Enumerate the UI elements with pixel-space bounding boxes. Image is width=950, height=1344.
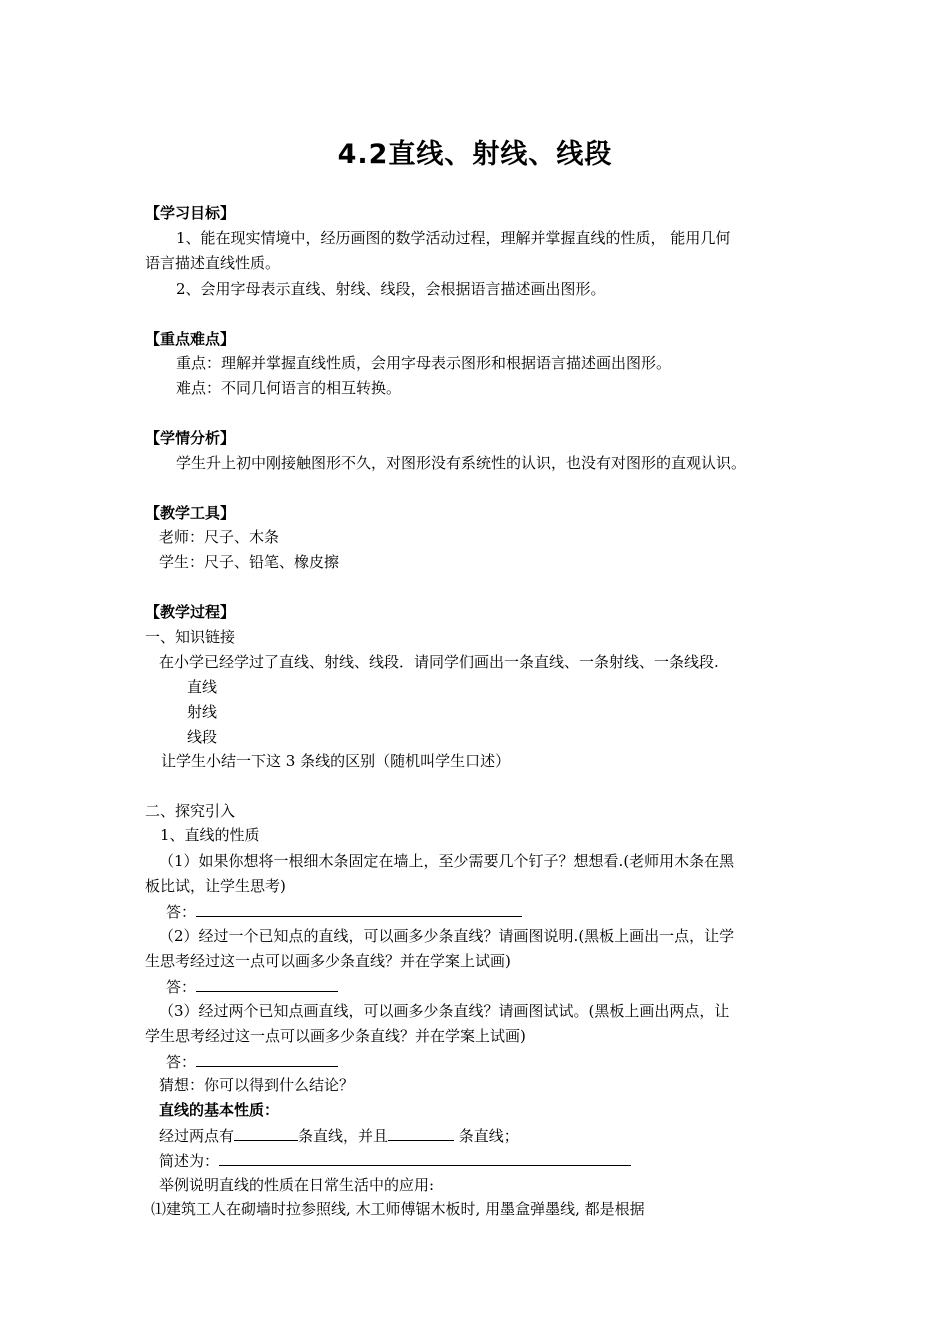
goals-heading: 【学习目标】	[145, 204, 236, 222]
question-1-line-1: （1）如果你想将一根细木条固定在墙上，至少需要几个钉子？想想看.(老师用木条在黑	[159, 852, 735, 870]
question-3-line-2: 学生思考经过这一点可以画多少条直线？并在学案上试画)	[145, 1027, 526, 1045]
page-title: 4.2直线、射线、线段	[337, 139, 613, 170]
process-heading: 【教学过程】	[145, 603, 236, 621]
goal-1-line-1: 1、能在现实情境中，经历画图的数学活动过程，理解并掌握直线的性质， 能用几何	[176, 229, 731, 247]
property-text-a: 经过两点有	[159, 1127, 235, 1145]
part1-title: 一、知识链接	[145, 628, 236, 646]
goal-2: 2、会用字母表示直线、射线、线段，会根据语言描述画出图形。	[176, 280, 606, 298]
brief-blank[interactable]	[219, 1150, 631, 1166]
property-blank-2[interactable]	[388, 1125, 454, 1141]
brief-statement	[159, 1150, 631, 1171]
property-text-c: 条直线；	[454, 1127, 519, 1145]
answer-label: 答：	[166, 1053, 197, 1071]
tools-heading: 【教学工具】	[145, 504, 236, 522]
difficulty-text: 难点：不同几何语言的相互转换。	[176, 379, 402, 397]
property-blank-1[interactable]	[234, 1125, 298, 1141]
answer-3	[166, 1051, 338, 1072]
property-statement	[159, 1125, 519, 1146]
answer-2	[166, 976, 338, 997]
teacher-tools: 老师：尺子、木条	[159, 528, 280, 546]
guess-text: 猜想：你可以得到什么结论？	[159, 1076, 355, 1094]
part1-summary: 让学生小结一下这 3 条线的区别（随机叫学生口述）	[161, 752, 511, 770]
answer-blank[interactable]	[196, 1051, 338, 1067]
goal-1-line-2: 语言描述直线性质。	[145, 254, 281, 272]
analysis-heading: 【学情分析】	[145, 429, 236, 447]
question-2-line-2: 生思考经过这一点可以画多少条直线？并在学案上试画)	[145, 952, 511, 970]
focus-text: 重点：理解并掌握直线性质，会用字母表示图形和根据语言描述画出图形。	[176, 354, 672, 372]
answer-label: 答：	[166, 903, 197, 921]
answer-1	[166, 901, 522, 922]
student-tools: 学生：尺子、铅笔、橡皮擦	[159, 553, 340, 571]
line-type-item: 射线	[187, 703, 218, 721]
property-heading: 直线的基本性质：	[159, 1101, 280, 1119]
line-type-item: 直线	[187, 678, 218, 696]
part2-title: 二、探究引入	[145, 802, 236, 820]
keypoints-heading: 【重点难点】	[145, 330, 236, 348]
analysis-text: 学生升上初中刚接触图形不久，对图形没有系统性的认识，也没有对图形的直观认识。	[176, 454, 747, 472]
answer-blank[interactable]	[196, 976, 338, 992]
answer-blank[interactable]	[196, 901, 522, 917]
brief-label: 简述为：	[159, 1152, 220, 1170]
question-2-line-1: （2）经过一个已知点的直线，可以画多少条直线？请画图说明.(黑板上画出一点，让学	[159, 927, 735, 945]
example-intro: 举例说明直线的性质在日常生活中的应用:	[159, 1176, 435, 1194]
part1-intro: 在小学已经学过了直线、射线、线段．请同学们画出一条直线、一条射线、一条线段.	[159, 653, 719, 671]
property-text-b: 条直线，并且	[298, 1127, 389, 1145]
subsection-title: 1、直线的性质	[160, 826, 260, 844]
question-3-line-1: （3）经过两个已知点画直线，可以画多少条直线？请画图试试。(黑板上画出两点，让	[159, 1002, 730, 1020]
example-1: ⑴建筑工人在砌墙时拉参照线, 木工师傅锯木板时, 用墨盒弹墨线, 都是根据	[151, 1200, 645, 1218]
question-1-line-2: 板比试，让学生思考)	[145, 877, 286, 895]
line-type-item: 线段	[187, 728, 218, 746]
answer-label: 答：	[166, 978, 197, 996]
